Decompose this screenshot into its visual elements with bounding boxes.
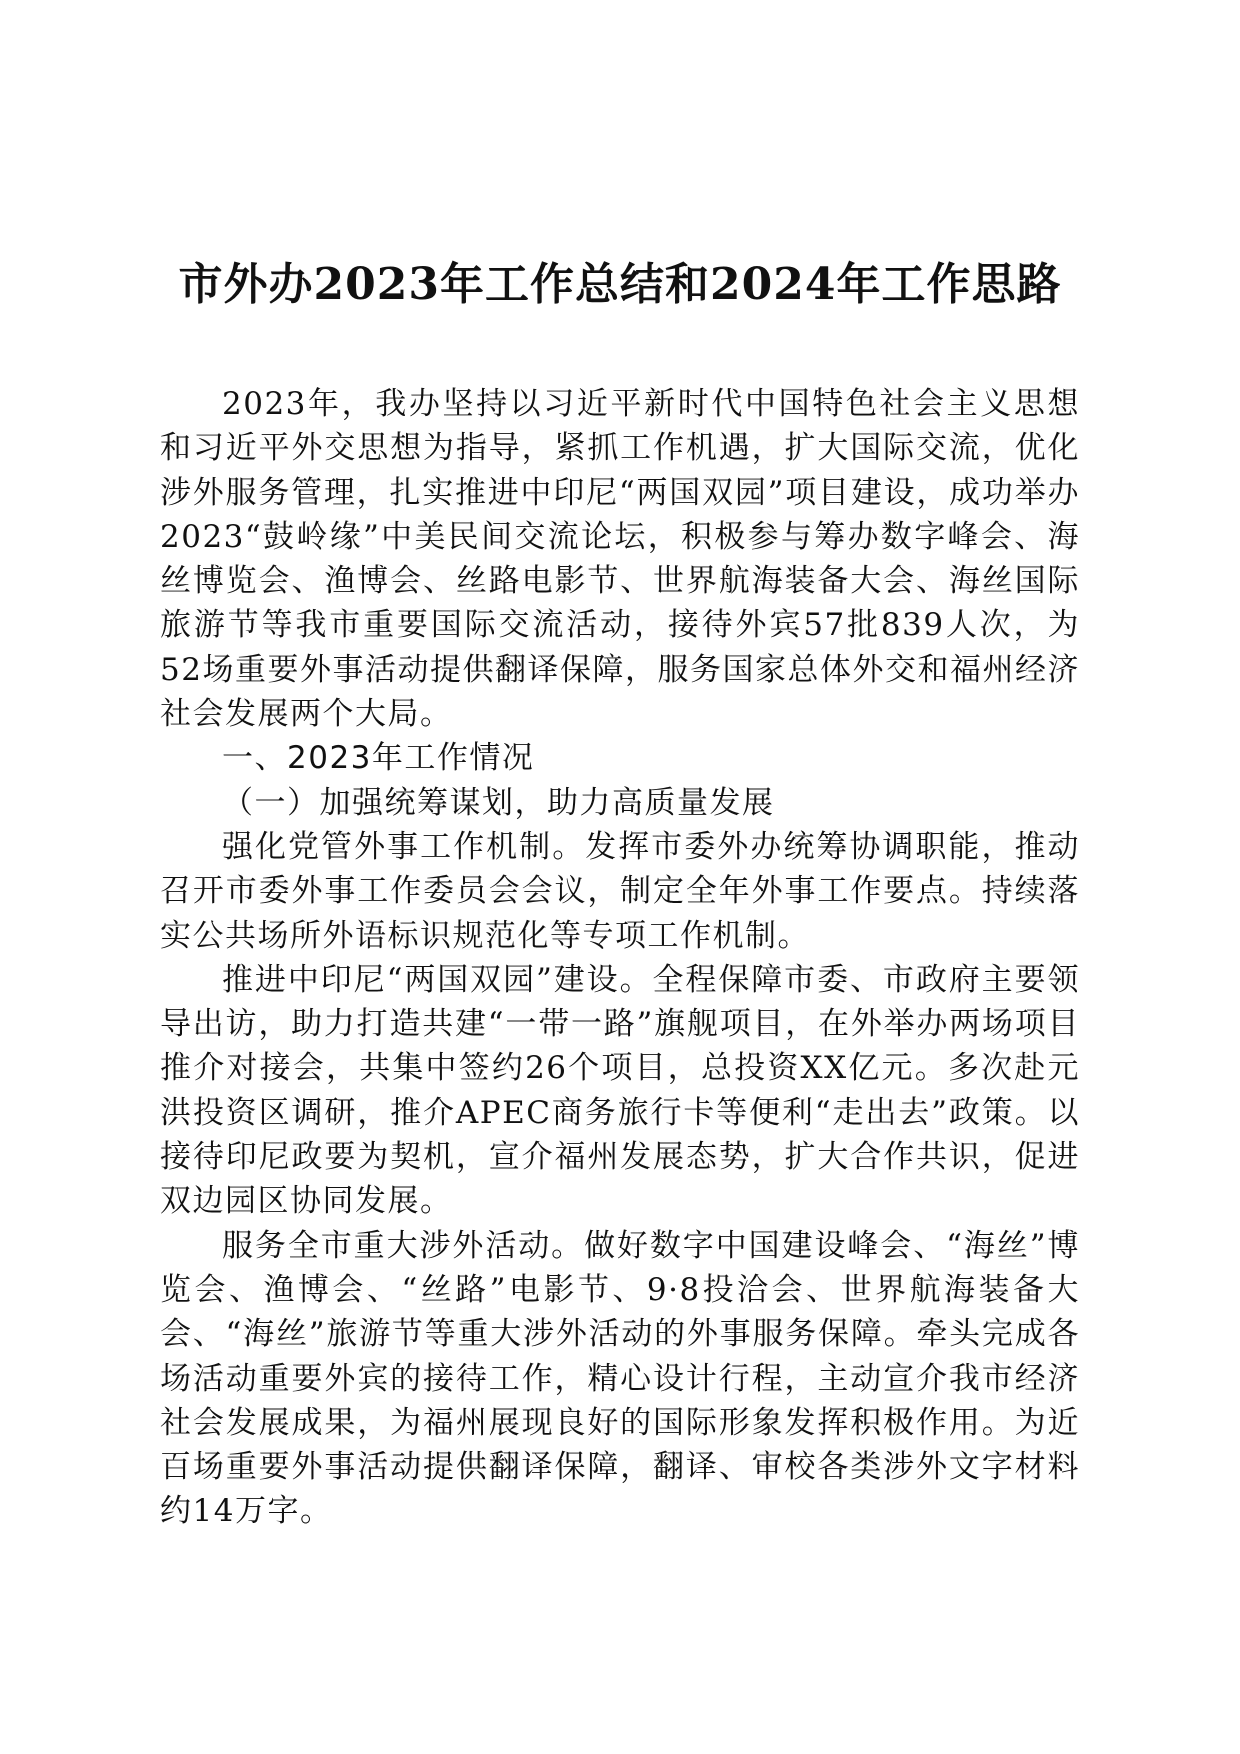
document-body [160,382,1080,1534]
document-title: 市外办2023年工作总结和2024年工作思路 [178,259,1062,310]
paragraph-twin-parks: 推进中印尼“两国双园”建设。全程保障市委、市政府主要领导出访，助力打造共建“一带一路”旗舰项目，在外举办两场项目推介对接会，共集中签约26个项目，总投资XX亿元。多次赴元洪投资区调研，推介APEC商务旅行卡等便利“走出去”政策。以接待印尼政要为契机，宣介福州发展态势，扩大合作共识，促进双边园区协同发展。 [160,961,1080,1220]
paragraph-major-events: 服务全市重大涉外活动。做好数字中国建设峰会、“海丝”博览会、渔博会、“丝路”电影节、9·8投洽会、世界航海装备大会、“海丝”旅游节等重大涉外活动的外事服务保障。牵头完成各场活动重要外宾的接待工作，精心设计行程，主动宣介我市经济社会发展成果，为福州展现良好的国际形象发挥积极作用。为近百场重要外事活动提供翻译保障，翻译、审校各类涉外文字材料约14万字。 [160,1227,1080,1530]
subsection-heading-coordination: （一）加强统筹谋划，助力高质量发展 [222,784,775,821]
paragraph-party-leadership: 强化党管外事工作机制。发挥市委外办统筹协调职能，推动召开市委外事工作委员会会议，制定全年外事工作要点。持续落实公共场所外语标识规范化等专项工作机制。 [160,828,1080,954]
section-heading-2023-work: 一、2023年工作情况 [222,740,535,777]
intro-paragraph: 2023年，我办坚持以习近平新时代中国特色社会主义思想和习近平外交思想为指导，紧抓工作机遇，扩大国际交流，优化涉外服务管理，扎实推进中印尼“两国双园”项目建设，成功举办2023“鼓岭缘”中美民间交流论坛，积极参与筹办数字峰会、海丝博览会、渔博会、丝路电影节、世界航海装备大会、海丝国际旅游节等我市重要国际交流活动，接待外宾57批839人次，为52场重要外事活动提供翻译保障，服务国家总体外交和福州经济社会发展两个大局。 [160,386,1080,733]
